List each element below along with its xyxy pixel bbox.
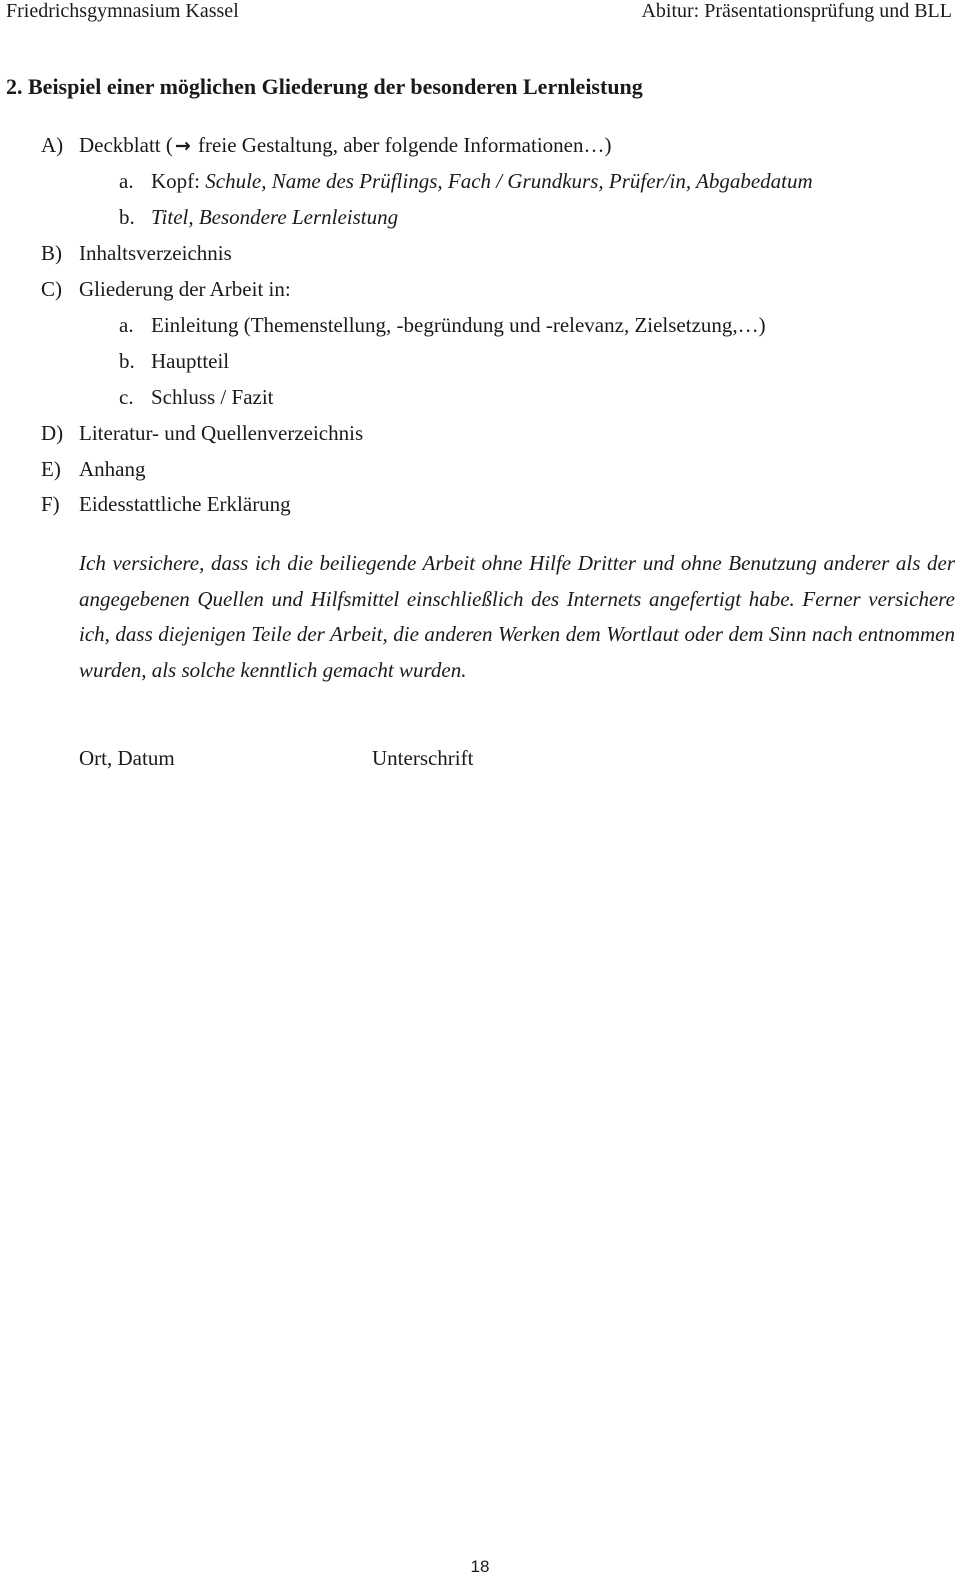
outline-marker: A) — [41, 133, 64, 157]
outline-text: Schluss / Fazit — [151, 385, 274, 409]
outline-text: Gliederung der Arbeit in: — [79, 277, 291, 301]
page-header — [0, 0, 960, 28]
outline-text: Literatur- und Quellenverzeichnis — [79, 421, 364, 445]
outline-marker: a. — [119, 313, 134, 337]
outline-text: Deckblatt ( — [79, 133, 173, 157]
outline-text: Anhang — [79, 457, 146, 481]
outline-text: Hauptteil — [151, 349, 230, 373]
outline-marker: a. — [119, 169, 134, 193]
outline-text: freie Gestaltung, aber folgende Informationen…) — [192, 133, 612, 157]
outline-text: Einleitung (Themenstellung, -begründung und -relevanz, Zielsetzung,…) — [151, 313, 766, 337]
place-date-label: Ort, Datum — [79, 746, 175, 770]
outline-marker: C) — [41, 277, 62, 301]
outline-marker: F) — [41, 492, 60, 516]
header-school-name: Friedrichsgymnasium Kassel — [6, 0, 239, 22]
outline-text: Kopf: — [151, 169, 206, 193]
header-exam-title: Abitur: Präsentationsprüfung und BLL — [641, 0, 952, 22]
section-title: 2. Beispiel einer möglichen Gliederung der besonderen Lernleistung — [6, 74, 643, 99]
affidavit-text: Ich versichere, dass ich die beiliegende Arbeit ohne Hilfe Dritter und ohne Benutzung anderer als der angegebenen Quellen und Hilfsmittel einschließlich des Internets angefertigt habe. Ferner versichere ich, dass diejenigen Teile der Arbeit, die anderen Werken dem Wortlaut oder dem Sinn nach entnommen wurden, als solche kenntlich gemacht wurden. — [79, 551, 955, 682]
outline-text-italic: Titel, Besondere Lernleistung — [151, 205, 399, 229]
outline-text: Inhaltsverzeichnis — [79, 241, 232, 265]
outline-marker: B) — [41, 241, 62, 265]
signature-label: Unterschrift — [372, 746, 474, 770]
outline-marker: E) — [41, 457, 61, 481]
outline-marker: b. — [119, 349, 135, 373]
outline-text-italic: Schule, Name des Prüflings, Fach / Grundkurs, Prüfer/in, Abgabedatum — [205, 169, 813, 193]
outline-marker: b. — [119, 205, 135, 229]
outline-text: Eidesstattliche Erklärung — [79, 492, 291, 516]
page-number: 18 — [470, 1557, 490, 1576]
outline-marker: c. — [119, 385, 134, 409]
outline-marker: D) — [41, 421, 64, 445]
arrow-right-icon: → — [174, 135, 191, 157]
